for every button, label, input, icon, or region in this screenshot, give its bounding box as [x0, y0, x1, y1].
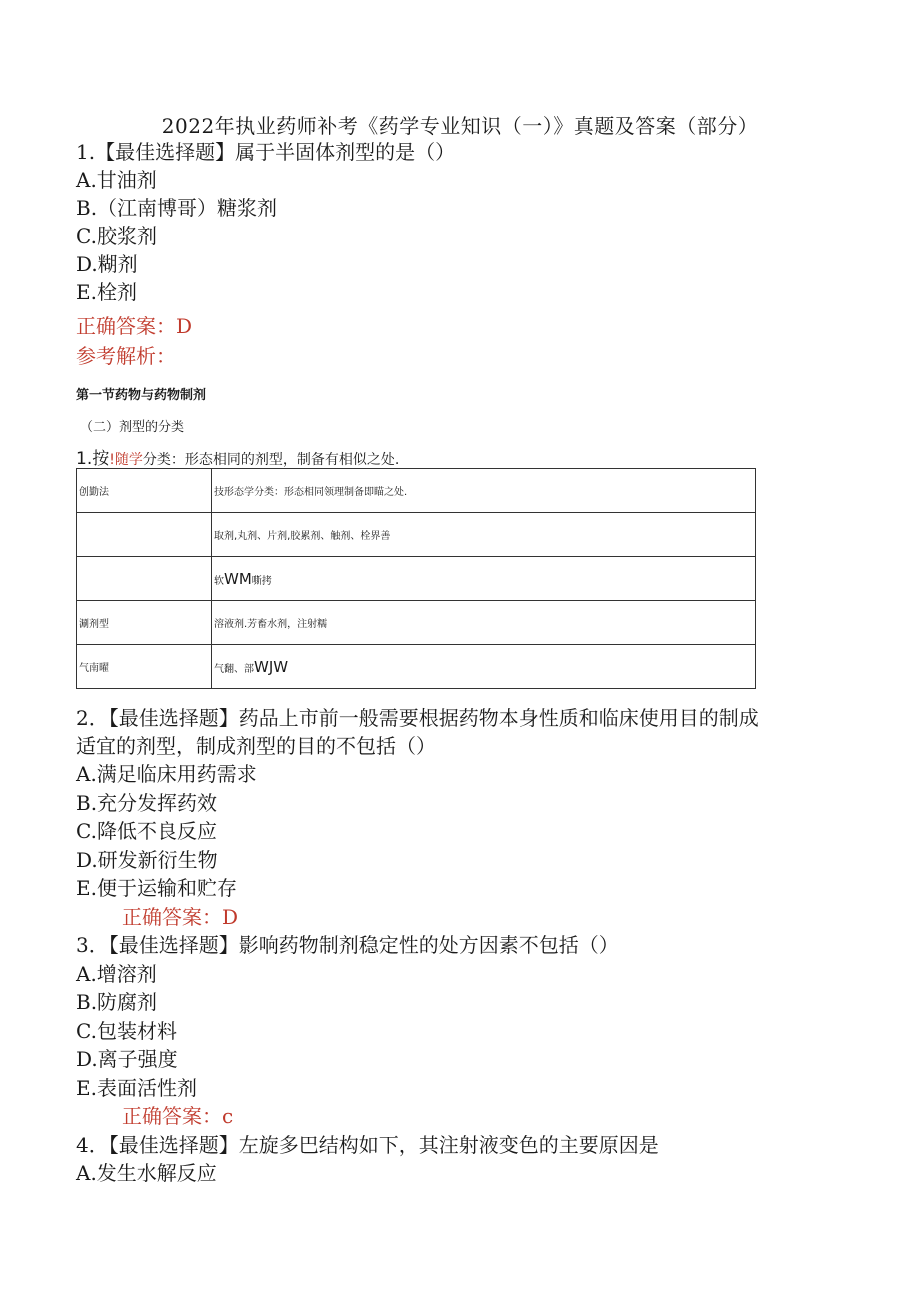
table-cell-latin: WJW: [254, 657, 289, 676]
q1-answer: 正确答案：D: [76, 314, 193, 338]
q2-question-line2: 适宜的剂型，制成剂型的目的不包括（）: [76, 734, 436, 758]
q2-answer: 正确答案：D: [122, 905, 239, 929]
q1-option-d: D.糊剂: [76, 252, 138, 276]
q1-analysis-label: 参考解析：: [76, 344, 176, 368]
table-cell-text: 气翻、部: [214, 663, 254, 675]
table-cell: 气南曜: [77, 645, 212, 689]
table-row: [77, 645, 756, 689]
table-cell-text: 软: [214, 575, 224, 587]
table-cell: 涮剂型: [77, 601, 212, 645]
table-cell-latin: WM: [224, 569, 252, 588]
q3-option-e: E.表面活性剂: [76, 1076, 197, 1100]
table-cell: 溶液剂.芳畜水剂，注射糯: [212, 601, 756, 645]
q2-option-c: C.降低不良反应: [76, 819, 217, 843]
document-title: 2022年执业药师补考《药学专业知识（一）》真题及答案（部分）: [161, 114, 759, 138]
classification-prefix: 1.按: [76, 449, 110, 469]
sub-heading: （二）剂型的分类: [80, 420, 185, 435]
table-cell: [77, 513, 212, 557]
q3-option-b: B.防腐剂: [76, 990, 158, 1014]
q2-question-line1: 2．【最佳选择题】药品上市前一般需要根据药物本身性质和临床使用目的制成: [76, 706, 759, 730]
q2-option-a: A.满足临床用药需求: [76, 762, 257, 786]
q3-question: 3．【最佳选择题】影响药物制剂稳定性的处方因素不包括（）: [76, 933, 619, 957]
q2-option-e: E.便于运输和贮存: [76, 876, 237, 900]
q3-option-d: D.离子强度: [76, 1047, 178, 1071]
q3-answer: 正确答案：c: [122, 1104, 234, 1128]
table-row: [77, 469, 756, 513]
table-cell: 技形态学分类：形态相同领理制备即瞄之处.: [212, 469, 756, 513]
classification-suffix: 分类：形态相同的剂型，制备有相似之处.: [142, 452, 400, 468]
classification-highlight: !随学: [109, 452, 143, 468]
q2-option-d: D.研发新衍生物: [76, 848, 218, 872]
table-cell: [212, 557, 756, 601]
table-cell: 取剂,丸剂、片剂,胶累剂、触剂、栓界善: [212, 513, 756, 557]
q1-option-b: B.（江南博哥）糖浆剂: [76, 196, 278, 220]
q1-option-c: C.胶浆剂: [76, 224, 157, 248]
q3-option-c: C.包装材料: [76, 1019, 177, 1043]
q1-option-e: E.栓剂: [76, 280, 137, 304]
q4-option-a: A.发生水解反应: [76, 1161, 217, 1185]
q3-option-a: A.增溶剂: [76, 962, 157, 986]
table-cell: [212, 645, 756, 689]
section-heading: 第一节药物与药物制剂: [76, 388, 207, 403]
q2-option-b: B.充分发挥药效: [76, 791, 218, 815]
table-cell: 创勤法: [77, 469, 212, 513]
q4-question: 4．【最佳选择题】左旋多巴结构如下，其注射液变色的主要原因是: [76, 1133, 659, 1157]
classification-line: [76, 444, 399, 469]
dosage-form-table: [76, 468, 756, 689]
table-row: [77, 513, 756, 557]
table-row: [77, 601, 756, 645]
table-row: [77, 557, 756, 601]
q1-option-a: A.甘油剂: [76, 168, 157, 192]
table-cell: [77, 557, 212, 601]
table-cell-text: 嘶拷: [251, 575, 272, 587]
q1-question: 1.【最佳选择题】属于半固体剂型的是（）: [76, 140, 456, 164]
